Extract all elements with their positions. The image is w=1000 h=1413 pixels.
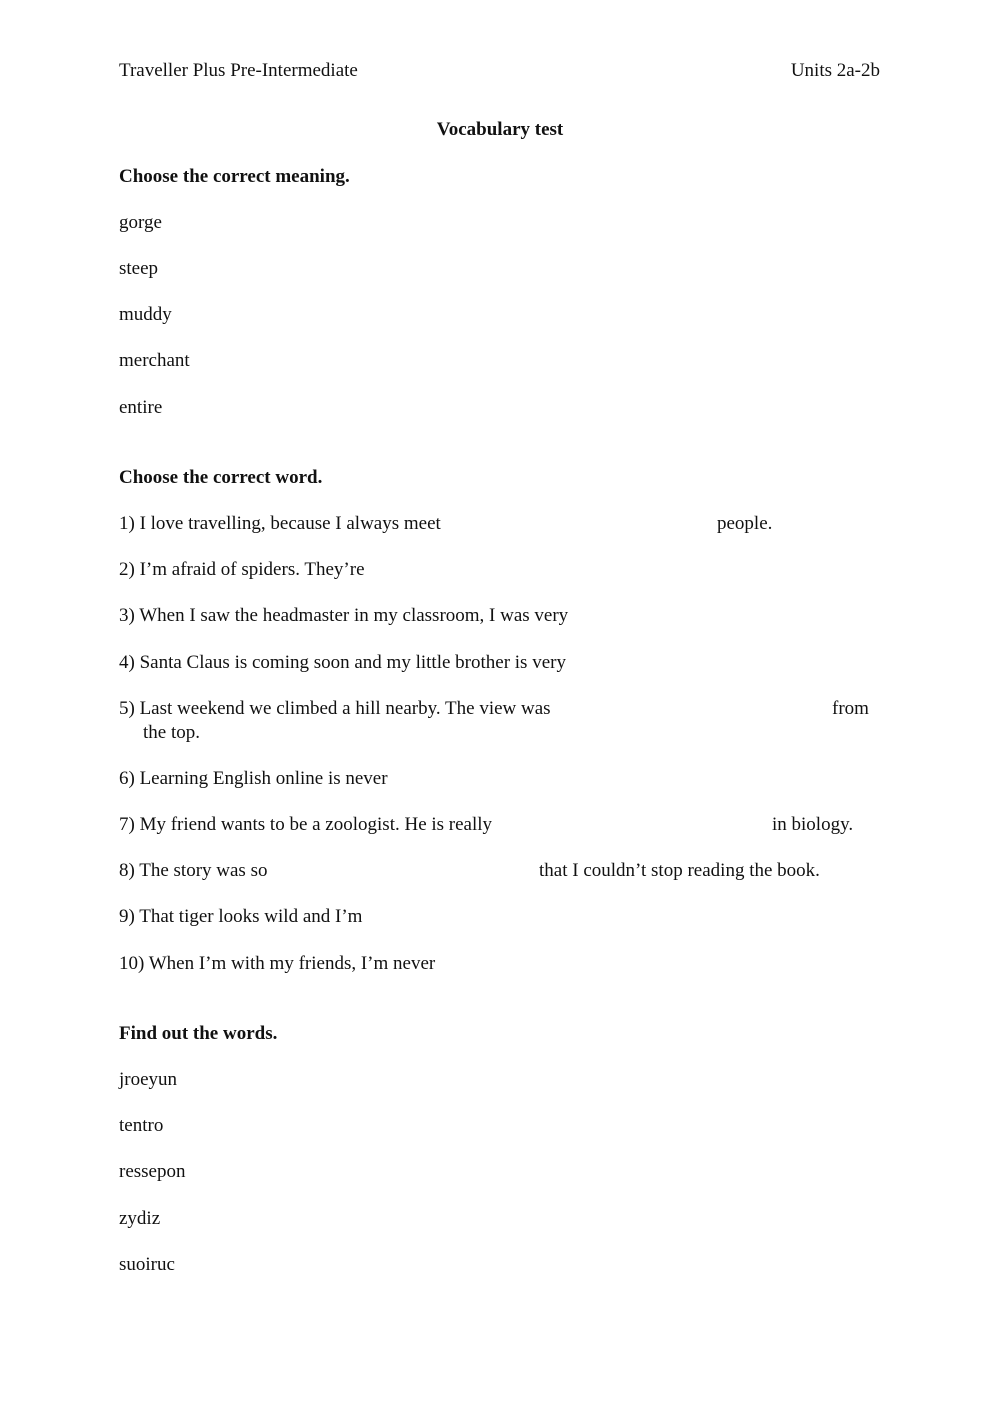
sentence-1-start: 1) I love travelling, because I always meet xyxy=(119,513,441,534)
sentence-5-start: 5) Last weekend we climbed a hill nearby. The view was xyxy=(119,698,551,719)
section-heading-find: Find out the words. xyxy=(119,1023,278,1044)
meaning-word: steep xyxy=(119,258,159,279)
sentence-2: 2) I’m afraid of spiders. They’re xyxy=(119,559,365,580)
sentence-5-continuation: the top. xyxy=(143,722,200,743)
scrambled-word: jroeyun xyxy=(119,1069,178,1090)
sentence-4: 4) Santa Claus is coming soon and my little brother is very xyxy=(119,652,566,673)
section-heading-meaning: Choose the correct meaning. xyxy=(119,166,350,187)
sentence-7-start: 7) My friend wants to be a zoologist. He is really xyxy=(119,814,493,835)
meaning-word: entire xyxy=(119,397,163,418)
sentence-1-end: people. xyxy=(717,513,773,534)
sentence-8-start: 8) The story was so xyxy=(119,860,268,881)
meaning-word: gorge xyxy=(119,212,162,233)
sentence-6: 6) Learning English online is never xyxy=(119,768,388,789)
sentence-7-end: in biology. xyxy=(772,814,854,835)
scrambled-word: zydiz xyxy=(119,1208,161,1229)
section-heading-word: Choose the correct word. xyxy=(119,467,323,488)
scrambled-word: suoiruc xyxy=(119,1254,175,1275)
header-course-title: Traveller Plus Pre-Intermediate xyxy=(119,60,358,81)
sentence-3: 3) When I saw the headmaster in my classroom, I was very xyxy=(119,605,569,626)
sentence-5-end: from xyxy=(832,698,869,719)
sentence-10: 10) When I’m with my friends, I’m never xyxy=(119,953,436,974)
sentence-8-end: that I couldn’t stop reading the book. xyxy=(539,860,820,881)
meaning-word: muddy xyxy=(119,304,172,325)
scrambled-word: tentro xyxy=(119,1115,164,1136)
page-title: Vocabulary test xyxy=(436,119,564,140)
header-units: Units 2a-2b xyxy=(790,60,880,81)
sentence-9: 9) That tiger looks wild and I’m xyxy=(119,906,363,927)
meaning-word: merchant xyxy=(119,350,190,371)
scrambled-word: ressepon xyxy=(119,1161,186,1182)
